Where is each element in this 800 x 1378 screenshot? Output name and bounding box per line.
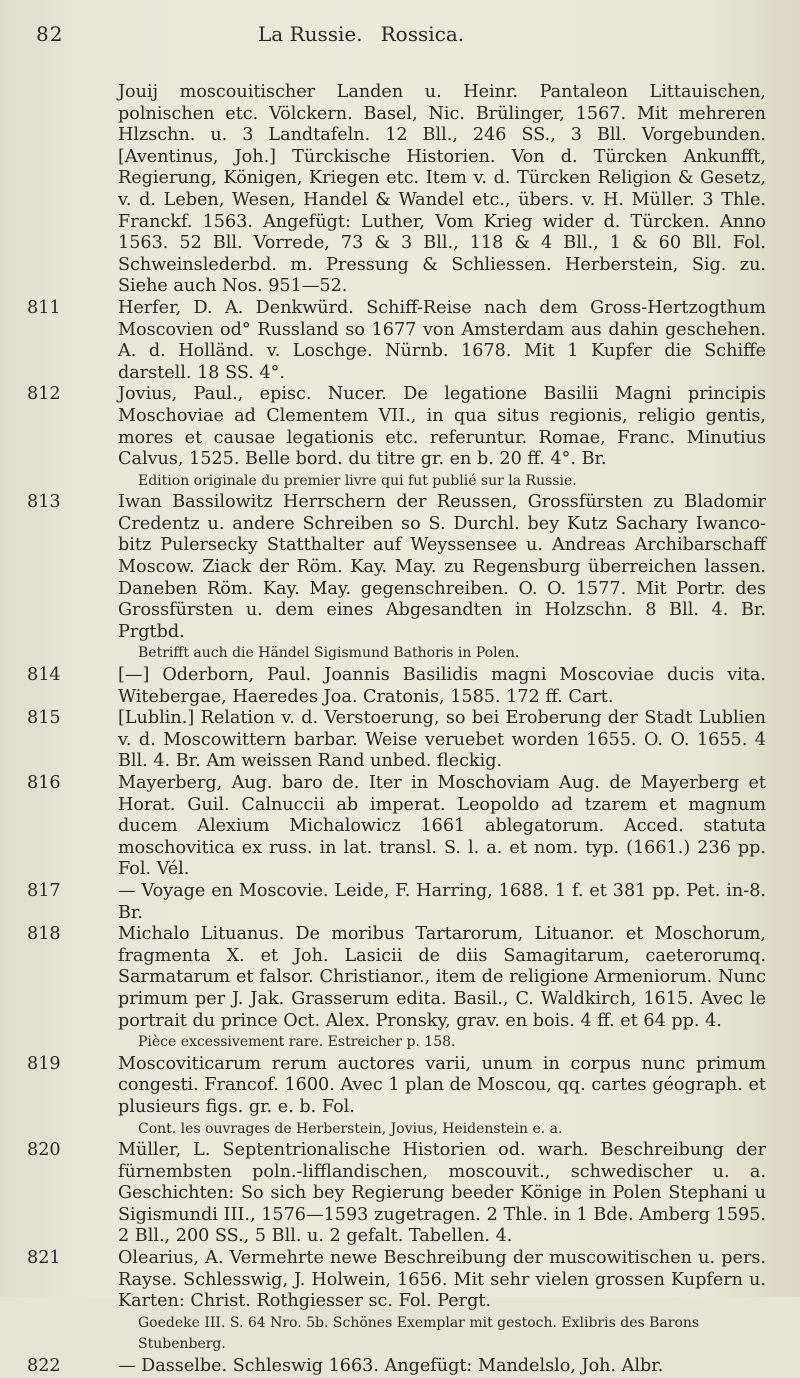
entry-note: Edition originale du premier livre qui fut publié sur la Russie. <box>138 472 577 489</box>
entry-text: Müller, L. Septentrionalische Historien od. warh. Beschreibung der fürnembsten poln.-lifflandischen, moscouvit., schwedischer u. a. Geschichten: So sich bey Regierung beeder Könige in Polen Stephani u Sigismundi III., 1576—1593 zugetragen. 2 Thle. in 1 Bde. Amberg 1595. 2 Bll., 200 SS., 5 Bll. u. 2 gefalt. Tabellen. 4. <box>118 1140 766 1247</box>
entry-text: Jovius, Paul., episc. Nucer. De legatione Basilii Magni principis Moschoviae ad Clementem VII., in qua situs regionis, religio gentis, mores et causae legationis etc. referuntur. Romae, Franc. Minutius Calvus, 1525. Belle bord. du titre gr. en b. 20 ff. 4°. Br. <box>118 384 766 470</box>
entry-number: 816 <box>27 773 61 793</box>
entry-number: 814 <box>27 665 61 686</box>
catalog-entry-continued <box>0 82 800 298</box>
entry-list <box>0 82 800 1378</box>
entry-text: [—] Oderborn, Paul. Joannis Basilidis magni Moscoviae ducis vita. Witebergae, Haeredes Joa. Cratonis, 1585. 172 ff. Cart. <box>118 665 766 707</box>
catalog-entry-818 <box>0 924 800 1054</box>
entry-text: Michalo Lituanus. De moribus Tartarorum, Lituanor. et Moschorum, fragmenta X. et Joh. Lasicii de diis Samagitarum, caeterorumq. Sarmatarum et falsor. Christianor., item de religione Armeniorum. Nunc primum per J. Jak. Grasserum edita. Basil., C. Waldkirch, 1615. Avec le portrait du prince Oct. Alex. Pronsky, grav. en bois. 4 ff. et 64 pp. 4. <box>118 924 766 1031</box>
catalog-entry-821 <box>0 1248 800 1356</box>
catalog-entry-819 <box>0 1054 800 1140</box>
entry-number: 819 <box>27 1053 61 1074</box>
entry-number: 820 <box>27 1140 61 1161</box>
entry-text: — Voyage en Moscovie. Leide, F. Harring, 1688. 1 f. et 381 pp. Pet. in-8. Br. <box>118 880 766 923</box>
page-header <box>0 14 800 54</box>
entry-text: [Lublin.] Relation v. d. Verstoerung, so bei Eroberung der Stadt Lublien v. d. Moscowittern barbar. Weise veruebet worden 1655. O. O. 1655. 4 Bll. 4. Br. Am weissen Rand unbed. fleckig. <box>118 708 766 772</box>
entry-text: Moscoviticarum rerum auctores varii, unum in corpus nunc primum congesti. Francof. 1600. Avec 1 plan de Moscou, qq. cartes géograph. et plusieurs figs. gr. e. b. Fol. <box>118 1053 766 1117</box>
page-number: 82 <box>36 22 64 46</box>
entry-text: Iwan Bassilowitz Herrschern der Reussen, Grossfürsten zu Bladomir Credentz u. andere Schreiben so S. Durchl. bey Kutz Sachary Iwanco-bitz Pulersecky Statthalter auf Weyssensee u. Andreas Archibarschaff Moscow. Ziack der Röm. Kay. May. zu Regensburg überreichen lassen. Daneben Röm. Kay. May. gegenschreiben. O. O. 1577. Mit Portr. des Grossfürsten u. dem eines Abgesandten in Holzschn. 8 Bll. 4. Br. Prgtbd. <box>118 492 766 642</box>
entry-note: Cont. les ouvrages de Herberstein, Jovius, Heidenstein e. a. <box>138 1120 563 1137</box>
entry-text: Mayerberg, Aug. baro de. Iter in Moschoviam Aug. de Mayerberg et Horat. Guil. Calnuccii ab imperat. Leopoldo ad tzarem et magnum ducem Alexium Michalowicz 1661 ablegatorum. Acced. statuta moschovitica ex russ. in lat. transl. S. l. a. et nom. typ. (1661.) 236 pp. Fol. Vél. <box>118 773 766 880</box>
catalog-entry-820 <box>0 1140 800 1248</box>
catalog-entry-816 <box>0 773 800 881</box>
catalog-entry-813 <box>0 492 800 665</box>
entry-note: Pièce excessivement rare. Estreicher p. 158. <box>138 1034 456 1051</box>
running-title-right: Rossica. <box>380 22 465 46</box>
running-title-left: La Russie. <box>258 22 363 46</box>
catalog-entry-822 <box>0 1356 800 1378</box>
catalog-entry-812 <box>0 384 800 492</box>
catalog-entry-817 <box>0 881 800 924</box>
running-title <box>258 22 464 46</box>
entry-number: 811 <box>27 297 61 318</box>
catalog-entry-811 <box>0 298 800 384</box>
entry-number: 813 <box>27 492 61 513</box>
entry-number: 815 <box>27 708 61 729</box>
entry-note: Betrifft auch die Händel Sigismund Bathoris in Polen. <box>138 645 520 662</box>
entry-text: Olearius, A. Vermehrte newe Beschreibung der muscowitischen u. pers. Rayse. Schlesswig, J. Holwein, 1656. Mit sehr vielen grossen Kupfern u. Karten: Christ. Rothgiesser sc. Fol. Pergt. <box>118 1248 766 1312</box>
entry-number: 821 <box>27 1248 61 1269</box>
entry-text: Herfer, D. A. Denkwürd. Schiff-Reise nach dem Gross-Hertzogthum Moscovien od° Russland so 1677 von Amsterdam aus dahin geschehen. A. d. Holländ. v. Loschge. Nürnb. 1678. Mit 1 Kupfer die Schiffe darstell. 18 SS. 4°. <box>118 297 766 383</box>
entry-number: 822 <box>27 1356 61 1377</box>
catalog-entry-815 <box>0 708 800 773</box>
entry-number: 812 <box>27 384 61 405</box>
entry-number: 817 <box>27 880 61 901</box>
entry-note: Goedeke III. S. 64 Nro. 5b. Schönes Exemplar mit gestoch. Exlibris des Barons Stubenberg. <box>138 1314 700 1353</box>
entry-text: — Dasselbe. Schleswig 1663. Angefügt: Mandelslo, Joh. Albr. <box>118 1356 664 1377</box>
entry-text: Jouij moscouitischer Landen u. Heinr. Pantaleon Littauischen, polnischen etc. Völckern. Basel, Nic. Brülinger, 1567. Mit mehreren Hlzschn. u. 3 Landtafeln. 12 Bll., 246 SS., 3 Bll. Vorgebunden. [Aventinus, Joh.] Türckische Historien. Von d. Türcken Ankunfft, Regierung, Königen, Kriegen etc. Item v. d. Türcken Religion & Gesetz, v. d. Leben, Wesen, Handel & Wandel etc., übers. v. H. Müller. 3 Thle. Franckf. 1563. Angefügt: Luther, Vom Krieg wider d. Türcken. Anno 1563. 52 Bll. Vorrede, 73 & 3 Bll., 118 & 4 Bll., 1 & 60 Bll. Fol. Schweinslederbd. m. Pressung & Schliessen. Herberstein, Sig. zu. Siehe auch Nos. 951—52. <box>118 82 766 297</box>
entry-number: 818 <box>27 924 61 945</box>
catalog-entry-814 <box>0 665 800 708</box>
